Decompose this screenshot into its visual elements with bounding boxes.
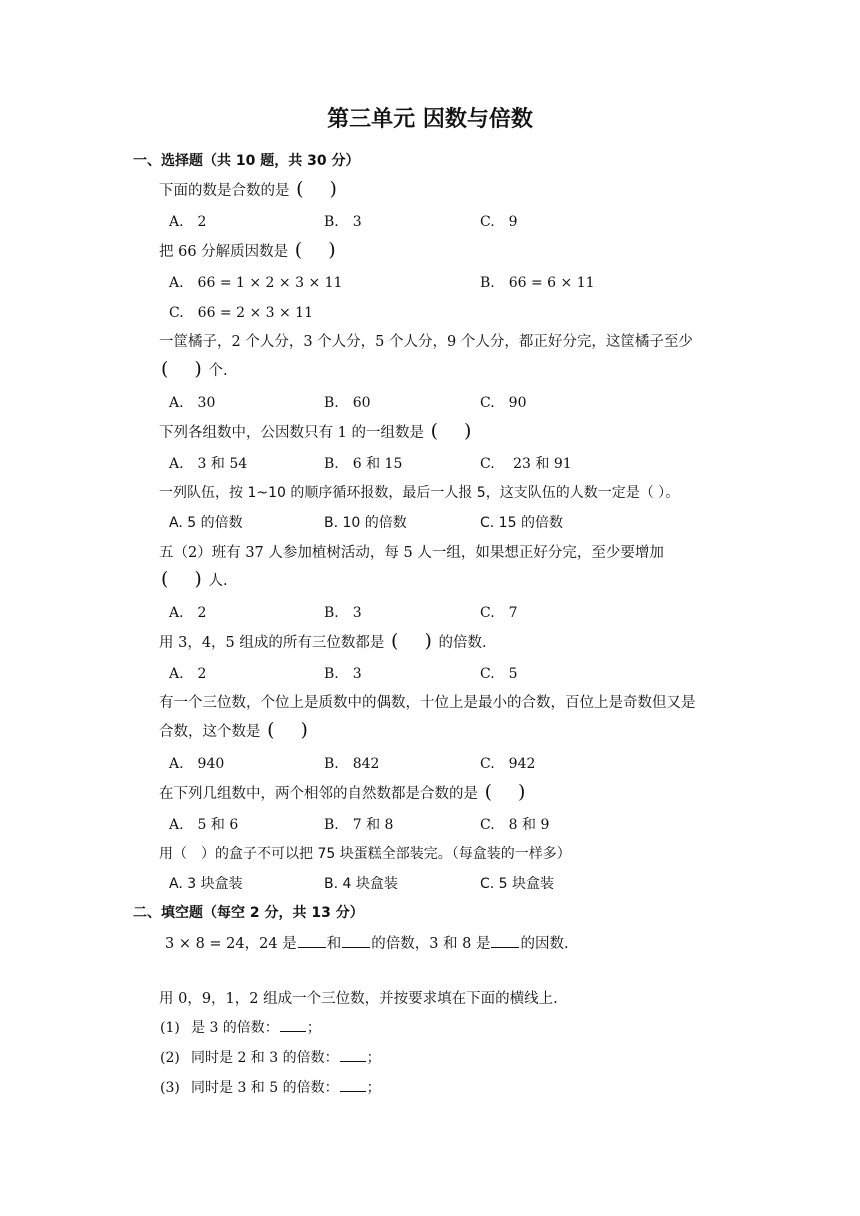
option-c[interactable]: C. 90: [480, 395, 527, 411]
option-b[interactable]: B. 6 和 15: [324, 456, 403, 472]
question-text: 在下列几组数中，两个相邻的自然数都是合数的是: [159, 786, 478, 802]
question-text: 五（2）班有 37 人参加植树活动，每 5 人一组，如果想正好分完，至少要增加: [159, 545, 664, 561]
options-8: [169, 753, 769, 773]
option-b[interactable]: B. 842: [324, 756, 380, 772]
option-a[interactable]: A. 2: [169, 605, 207, 621]
options-7: [169, 663, 769, 683]
question-text-tail: 的倍数.: [433, 635, 487, 651]
fill-text: 3 × 8 = 24，24 是: [165, 936, 297, 952]
close-paren: ): [463, 420, 472, 442]
option-a[interactable]: A. 2: [169, 214, 207, 230]
option-b[interactable]: B. 3: [324, 214, 362, 230]
options-9: [169, 814, 769, 834]
sub-end: ；: [306, 1020, 321, 1036]
question-text: 一列队伍，按 1~10 的顺序循环报数，最后一人报 5，这支队伍的人数一定是（ ）。: [159, 485, 680, 501]
close-paren: ): [518, 781, 526, 803]
question-7: [159, 630, 487, 652]
question-3: [159, 330, 693, 351]
question-text: 下列各组数中，公因数只有 1 的一组数是: [159, 425, 424, 441]
option-b[interactable]: B. 10 的倍数: [324, 515, 407, 531]
page-title: 第三单元 因数与倍数: [327, 107, 533, 132]
fill-question-2: [159, 987, 558, 1008]
options-2: [169, 272, 769, 292]
sub-end: ；: [366, 1050, 381, 1066]
sub-number: (2): [160, 1050, 180, 1066]
question-text: 把 66 分解质因数是: [159, 244, 289, 260]
close-paren: ): [328, 239, 336, 261]
option-a[interactable]: A. 940: [169, 756, 225, 772]
question-10: [159, 843, 571, 863]
option-b[interactable]: B. 60: [324, 395, 371, 411]
open-paren: (: [296, 178, 304, 200]
question-2: [159, 239, 338, 261]
option-b[interactable]: B. 3: [324, 666, 362, 682]
question-1: [159, 178, 339, 200]
close-paren: ): [194, 358, 202, 380]
question-8: [159, 691, 696, 712]
section-heading-fill: 二、填空题（每空 2 分，共 13 分）: [133, 905, 364, 921]
options-4: [169, 453, 769, 473]
answer-blank[interactable]: [342, 935, 370, 948]
question-text: 下面的数是合数的是: [159, 183, 290, 199]
fill-text: 和: [326, 936, 342, 952]
question-4: [159, 420, 473, 442]
question-text-tail: 个.: [203, 363, 228, 379]
close-paren: ): [424, 630, 432, 652]
close-paren: ): [194, 568, 202, 590]
options-5: [169, 512, 769, 532]
question-6: [159, 541, 664, 562]
options-10: [169, 873, 769, 893]
options-2b: [169, 302, 769, 322]
close-paren: ): [329, 178, 337, 200]
option-c[interactable]: C. 66 = 2 × 3 × 11: [169, 305, 313, 321]
question-9: [159, 781, 527, 803]
option-c[interactable]: C. 5: [480, 666, 518, 682]
question-3-line2: [159, 358, 228, 380]
options-6: [169, 602, 769, 622]
option-a[interactable]: A. 66 = 1 × 2 × 3 × 11: [169, 275, 343, 291]
option-c[interactable]: C. 5 块盒装: [480, 876, 555, 892]
option-c[interactable]: C. 9: [480, 214, 518, 230]
option-a[interactable]: A. 5 的倍数: [169, 515, 243, 531]
option-c[interactable]: C. 23 和 91: [480, 456, 572, 472]
section-heading-choice: 一、选择题（共 10 题，共 30 分）: [133, 153, 360, 169]
option-c[interactable]: C. 15 的倍数: [480, 515, 563, 531]
question-text: 用 3，4，5 组成的所有三位数都是: [159, 635, 385, 651]
fill-intro: 用 0，9，1，2 组成一个三位数，并按要求填在下面的横线上.: [159, 991, 558, 1007]
sub-number: (1): [160, 1020, 180, 1036]
option-c[interactable]: C. 8 和 9: [480, 817, 550, 833]
fill-text: 的倍数，3 和 8 是: [371, 936, 491, 952]
options-3: [169, 392, 769, 412]
question-8-line2: [159, 719, 310, 741]
option-b[interactable]: B. 7 和 8: [324, 817, 394, 833]
question-6-line2: [159, 568, 228, 590]
sub-item-1: [160, 1017, 321, 1037]
answer-blank[interactable]: [280, 1019, 306, 1032]
answer-blank[interactable]: [298, 935, 326, 948]
option-a[interactable]: A. 3 和 54: [169, 456, 248, 472]
options-1: [169, 211, 769, 231]
question-5: [159, 482, 679, 502]
option-b[interactable]: B. 3: [324, 605, 362, 621]
open-paren: (: [161, 568, 169, 590]
answer-blank[interactable]: [340, 1049, 366, 1062]
open-paren: (: [391, 630, 399, 652]
sub-item-2: [160, 1047, 381, 1067]
option-c[interactable]: C. 942: [480, 756, 536, 772]
open-paren: (: [267, 719, 275, 741]
option-a[interactable]: A. 30: [169, 395, 216, 411]
close-paren: ): [300, 719, 308, 741]
question-text: 有一个三位数，个位上是质数中的偶数，十位上是最小的合数，百位上是奇数但又是: [159, 695, 696, 711]
sub-text: 是 3 的倍数：: [191, 1020, 279, 1036]
sub-number: (3): [160, 1080, 180, 1096]
fill-text: 的因数.: [520, 936, 569, 952]
open-paren: (: [294, 239, 303, 261]
sub-item-3: [160, 1077, 381, 1097]
sub-end: ；: [366, 1080, 381, 1096]
open-paren: (: [161, 358, 169, 380]
sub-text: 同时是 3 和 5 的倍数：: [191, 1080, 339, 1096]
answer-blank[interactable]: [340, 1079, 366, 1092]
option-a[interactable]: A. 5 和 6: [169, 817, 239, 833]
question-text-line2: 合数，这个数是: [159, 724, 261, 740]
fill-question-1: [165, 932, 569, 953]
option-b[interactable]: B. 4 块盒装: [324, 876, 398, 892]
option-c[interactable]: C. 7: [480, 605, 518, 621]
question-text-tail: 人.: [203, 573, 228, 589]
option-a[interactable]: A. 3 块盒装: [169, 876, 243, 892]
option-b[interactable]: B. 66 = 6 × 11: [480, 275, 595, 291]
question-text: 用（ ）的盒子不可以把 75 块蛋糕全部装完。（每盒装的一样多）: [159, 846, 571, 862]
option-a[interactable]: A. 2: [169, 666, 207, 682]
question-text: 一筐橘子，2 个人分，3 个人分，5 个人分，9 个人分，都正好分完，这筐橘子至少: [159, 334, 693, 350]
open-paren: (: [430, 420, 438, 442]
sub-text: 同时是 2 和 3 的倍数：: [191, 1050, 339, 1066]
open-paren: (: [484, 781, 493, 803]
answer-blank[interactable]: [491, 935, 519, 948]
